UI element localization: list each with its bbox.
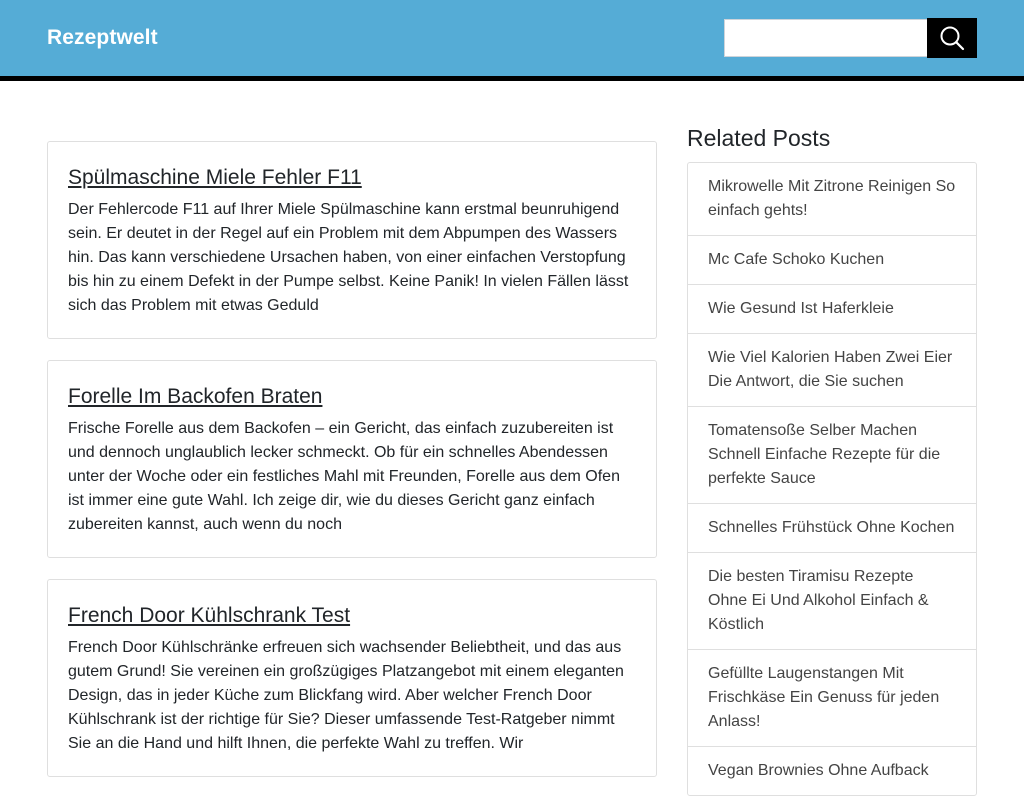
related-post-link[interactable]: Tomatensoße Selber Machen Schnell Einfache Rezepte für die perfekte Sauce [688,407,976,504]
search-icon [939,25,965,51]
search-button[interactable] [927,18,977,58]
post-card [47,579,657,777]
post-excerpt: French Door Kühlschränke erfreuen sich wachsender Beliebtheit, und das aus gutem Grund! Sie vereinen ein großzügiges Platzangebot mit einem eleganten Design, das in jeder Küche zum Blickfang wird. Aber welcher French Door Kühlschrank ist der richtige für Sie? Dieser umfassende Test-Ratgeber nimmt Sie an die Hand und hilft Ihnen, die perfekte Wahl zu treffen. Wir [68,639,624,752]
post-title-link[interactable]: French Door Kühlschrank Test [68,604,351,627]
site-brand-link[interactable]: Rezeptwelt [47,26,158,49]
related-post-link[interactable]: Wie Gesund Ist Haferkleie [688,285,976,334]
post-card [47,360,657,558]
post-excerpt: Frische Forelle aus dem Backofen – ein Gericht, das einfach zuzubereiten ist und dennoch unglaublich lecker schmeckt. Ob für ein schnelles Abendessen unter der Woche oder ein festliches Mahl mit Freunden, Forelle aus dem Ofen ist immer eine gute Wahl. Ich zeige dir, wie du dieses Gericht ganz einfach zubereiten kannst, auch wenn du noch [68,420,620,533]
search-input[interactable] [724,19,928,57]
post-card [47,141,657,339]
related-posts-list [687,162,977,796]
related-post-link[interactable]: Wie Viel Kalorien Haben Zwei Eier Die Antwort, die Sie suchen [688,334,976,407]
related-post-link[interactable]: Gefüllte Laugenstangen Mit Frischkäse Ein Genuss für jeden Anlass! [688,650,976,747]
related-post-link[interactable]: Vegan Brownies Ohne Aufback [708,762,929,779]
related-posts-sidebar [687,123,977,796]
related-post-link[interactable]: Die besten Tiramisu Rezepte Ohne Ei Und Alkohol Einfach & Köstlich [688,553,976,650]
post-title-link[interactable]: Spülmaschine Miele Fehler F11 [68,166,362,189]
post-excerpt: Der Fehlercode F11 auf Ihrer Miele Spülmaschine kann erstmal beunruhigend sein. Er deutet in der Regel auf ein Problem mit dem Abpumpen des Wassers hin. Das kann verschiedene Ursachen haben, von einer einfachen Verstopfung bis hin zu einem Defekt in der Pumpe selbst. Keine Panik! In vielen Fällen lässt sich das Problem mit etwas Geduld [68,201,629,314]
related-posts-heading: Related Posts [687,125,831,151]
post-list [47,141,657,798]
top-navbar [0,0,1024,81]
post-title-link[interactable]: Forelle Im Backofen Braten [68,385,323,408]
related-post-link[interactable]: Schnelles Frühstück Ohne Kochen [688,504,976,553]
related-post-link[interactable]: Mc Cafe Schoko Kuchen [688,236,976,285]
related-post-link[interactable]: Mikrowelle Mit Zitrone Reinigen So einfach gehts! [688,163,976,236]
